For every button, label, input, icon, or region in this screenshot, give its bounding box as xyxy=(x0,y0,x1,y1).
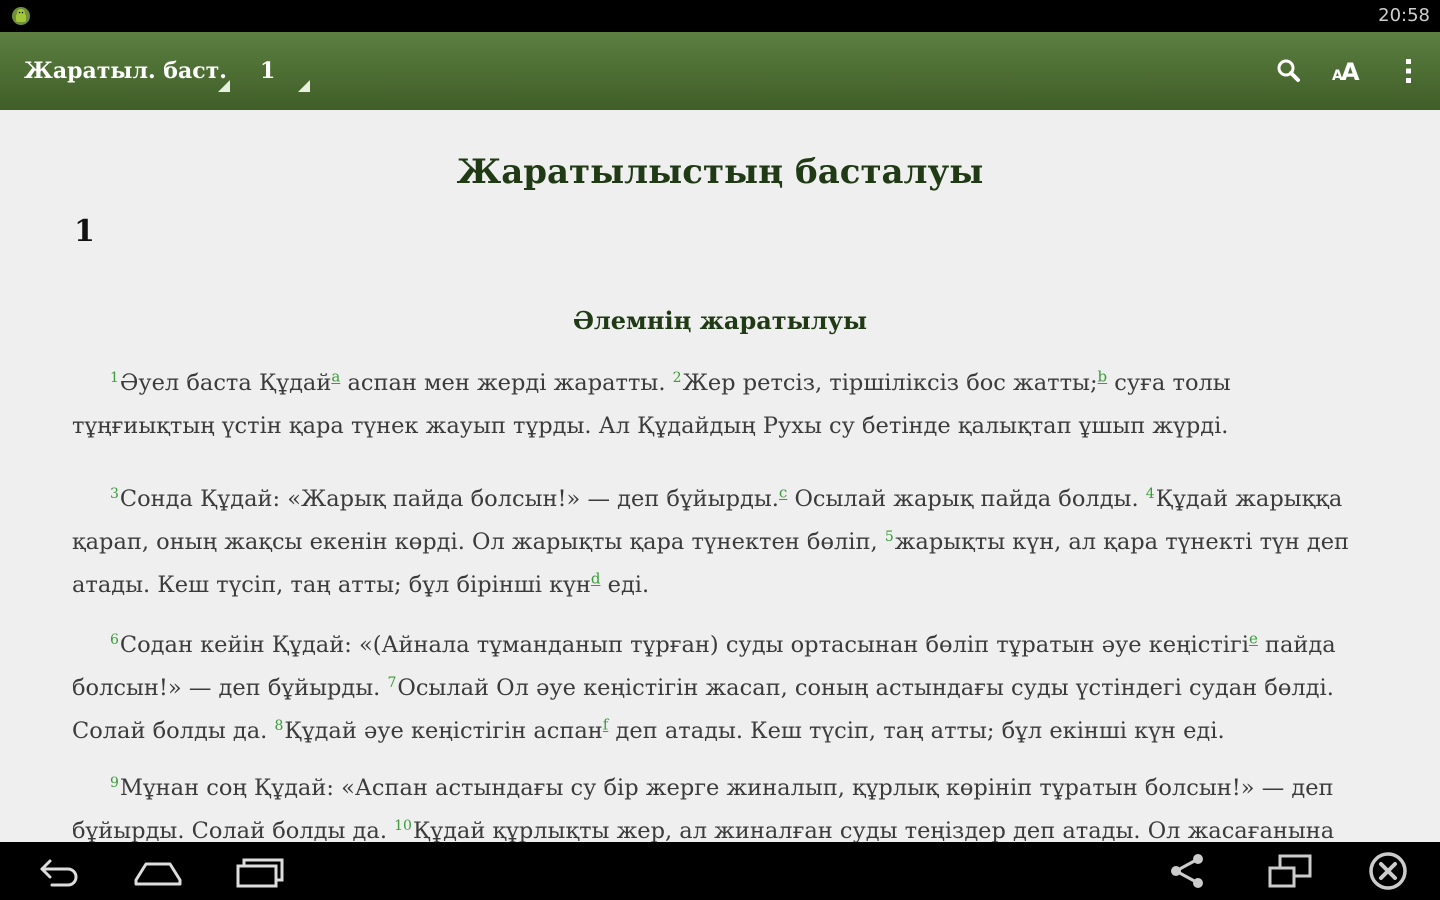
verse-number[interactable]: 1 xyxy=(110,369,119,386)
verse-number[interactable]: 9 xyxy=(110,774,119,791)
verse-text: аспан мен жерді жаратты. xyxy=(340,370,673,396)
verse-text: пайда болсын!» — деп бұйырды. xyxy=(72,632,1336,701)
verse-text: жарықты күн, ал қара түнекті түн деп атады. Кеш түсіп, таң атты; бұл бірінші күн xyxy=(72,529,1350,598)
verse-text: Әуел баста Құдай xyxy=(119,370,332,396)
action-bar xyxy=(0,32,1440,110)
verse-number[interactable]: 7 xyxy=(387,674,397,691)
section-heading: Әлемнің жаратылуы xyxy=(572,306,868,335)
chapter-selector[interactable] xyxy=(260,32,312,110)
back-icon[interactable] xyxy=(32,850,84,892)
status-bar xyxy=(0,0,1440,32)
verse-text: Құдай жарыққа қарап, оның жақсы екенін көрді. Ол жарықты қара түнектен бөліп, xyxy=(72,486,1343,555)
chapter-selector-label: 1 xyxy=(260,58,276,84)
verse-text: Осылай Ол әуе кеңістігін жасап, соның астындағы суды үстіндегі судан бөлді. Солай болды да. xyxy=(72,675,1334,744)
footnote-marker[interactable]: c xyxy=(778,483,788,502)
window-icon[interactable] xyxy=(1266,850,1314,892)
search-icon[interactable] xyxy=(1268,50,1310,92)
book-selector-label: Жаратыл. баст. xyxy=(24,58,227,84)
verse-number[interactable]: 10 xyxy=(394,817,412,834)
overflow-menu-icon[interactable] xyxy=(1388,50,1430,92)
verse-paragraph xyxy=(72,362,1368,448)
verse-text: Құдай құрлықты жер, ал жиналған суды теңіздер деп атады. Ол жасағанына xyxy=(412,818,1335,842)
verse-text: Сонда Құдай: «Жарық пайда болсын!» — деп бұйырды. xyxy=(119,486,779,512)
verse-text: суға толы тұңғиықтың үстін қара түнек жауып тұрды. Ал Құдайдың Рухы су бетінде қалықтап ұшып жүрді. xyxy=(72,370,1231,439)
dropdown-indicator-icon xyxy=(298,80,310,92)
close-icon[interactable] xyxy=(1366,850,1410,892)
verse-number[interactable]: 6 xyxy=(110,631,119,648)
chapter-title: Жаратылыстың басталуы xyxy=(456,152,984,192)
status-time: 20:58 xyxy=(1378,5,1430,26)
verse-paragraph xyxy=(72,624,1368,753)
footnote-marker[interactable]: f xyxy=(602,715,609,734)
share-icon[interactable] xyxy=(1166,850,1210,892)
verse-number[interactable]: 8 xyxy=(274,717,284,734)
verse-text: Мұнан соң Құдай: «Аспан астындағы су бір жерге жиналып, құрлық көрініп тұратын болсын!» — деп бұйырды. Солай болды да. xyxy=(72,775,1334,842)
verse-text: еді. xyxy=(600,572,650,598)
verse-text: Жер ретсіз, тіршіліксіз бос жатты; xyxy=(682,370,1098,396)
footnote-marker[interactable]: a xyxy=(331,367,341,386)
verse-paragraph xyxy=(72,478,1368,607)
svg-text:A: A xyxy=(1341,58,1360,86)
book-selector[interactable] xyxy=(24,32,234,110)
home-icon[interactable] xyxy=(132,850,184,892)
verse-paragraph xyxy=(72,767,1368,842)
android-robot-icon xyxy=(10,5,32,27)
font-size-icon[interactable] xyxy=(1326,50,1368,92)
reading-pane[interactable] xyxy=(0,110,1440,842)
verse-text: Осылай жарық пайда болды. xyxy=(787,486,1146,512)
verse-text: деп атады. Кеш түсіп, таң атты; бұл екінші күн еді. xyxy=(608,718,1225,744)
footnote-marker[interactable]: e xyxy=(1248,629,1258,648)
verse-text: Құдай әуе кеңістігін аспан xyxy=(284,718,603,744)
navigation-bar xyxy=(0,842,1440,900)
recent-apps-icon[interactable] xyxy=(232,850,288,892)
verse-text: Содан кейін Құдай: «(Айнала тұманданып тұрған) суды ортасынан бөліп тұратын әуе кеңістігі xyxy=(119,632,1249,658)
dropdown-indicator-icon xyxy=(218,80,230,92)
verse-number[interactable]: 5 xyxy=(884,528,894,545)
footnote-marker[interactable]: b xyxy=(1097,367,1108,386)
verse-number[interactable]: 3 xyxy=(110,485,119,502)
verse-number[interactable]: 4 xyxy=(1145,485,1155,502)
svg-text:A: A xyxy=(1332,68,1343,84)
footnote-marker[interactable]: d xyxy=(590,569,601,588)
verse-number[interactable]: 2 xyxy=(672,369,682,386)
chapter-number: 1 xyxy=(74,214,95,249)
